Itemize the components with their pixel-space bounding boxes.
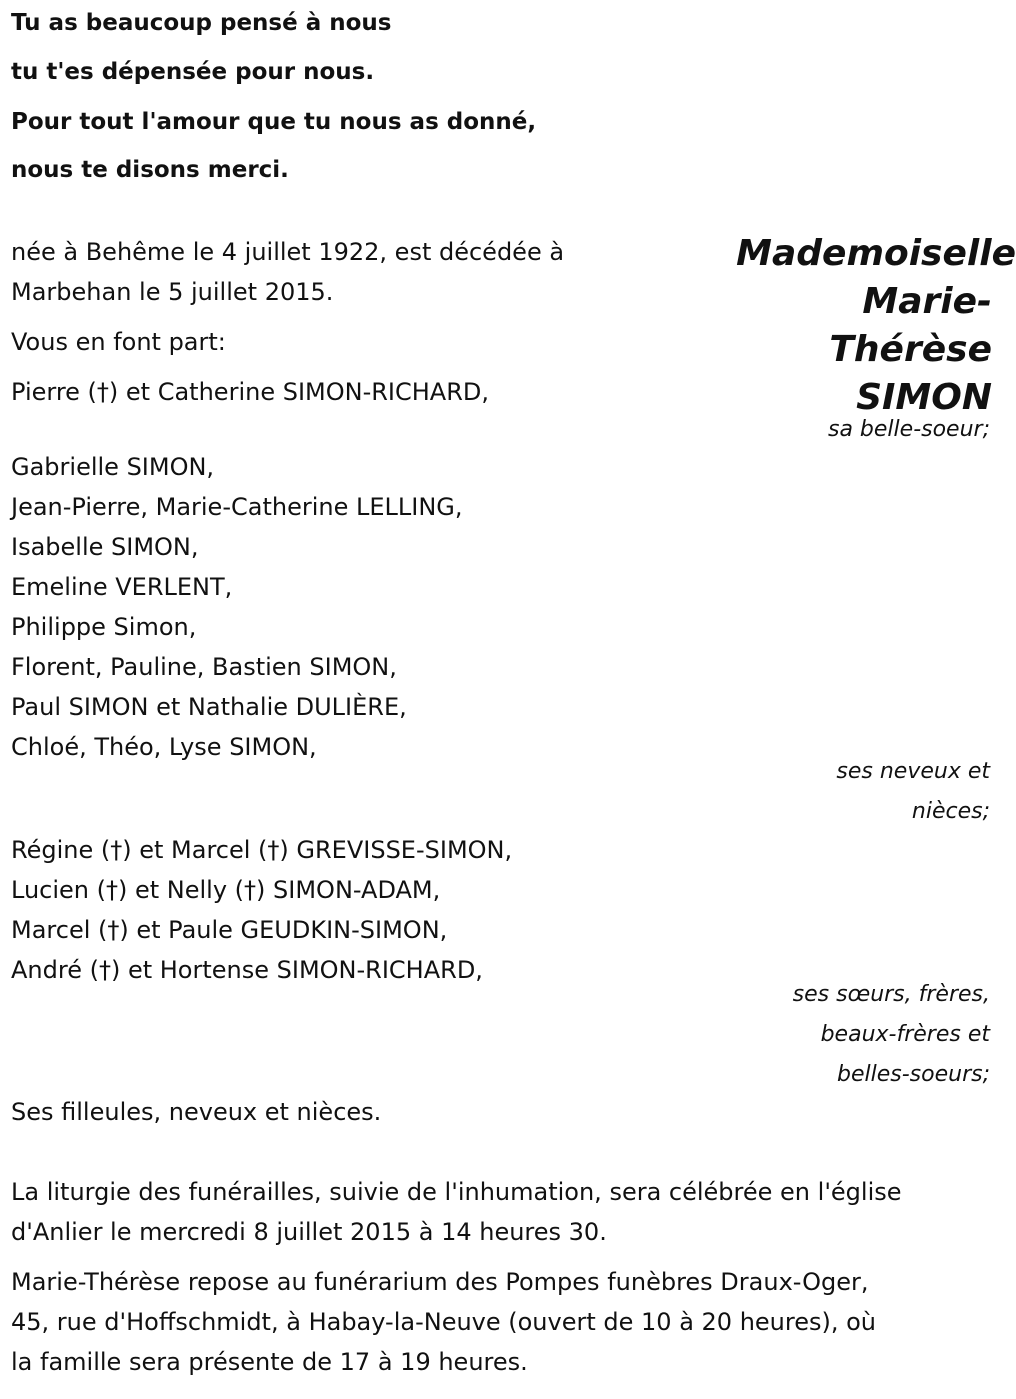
deceased-first-name-part1: Marie- [862,281,992,322]
family-member: Jean-Pierre, Marie-Catherine LELLING, [11,493,463,521]
family-member: Lucien (†) et Nelly (†) SIMON-ADAM, [11,876,441,904]
family-member: André (†) et Hortense SIMON-RICHARD, [11,956,483,984]
family-member: Marcel (†) et Paule GEUDKIN-SIMON, [11,916,448,944]
funeral-info-line: d'Anlier le mercredi 8 juillet 2015 à 14 heures 30. [11,1218,607,1246]
poem-line: Tu as beaucoup pensé à nous [11,10,392,36]
poem-line: nous te disons merci. [11,157,289,183]
visitation-info-line: 45, rue d'Hoffschmidt, à Habay-la-Neuve (ouvert de 10 à 20 heures), où [11,1308,877,1336]
relationship-label: nièces; [911,799,990,824]
deceased-title: Mademoiselle [736,233,1016,274]
family-member: Isabelle SIMON, [11,533,199,561]
poem-line: Pour tout l'amour que tu nous as donné, [11,109,537,135]
relationship-label: ses sœurs, frères, [792,982,990,1007]
announcement-line: Vous en font part: [11,328,226,356]
family-member: Régine (†) et Marcel (†) GREVISSE-SIMON, [11,836,513,864]
relationship-label: beaux-frères et [820,1022,990,1047]
family-member: Chloé, Théo, Lyse SIMON, [11,733,317,761]
deceased-surname: SIMON [856,377,992,418]
relationship-label: sa belle-soeur; [828,417,990,442]
family-member: Paul SIMON et Nathalie DULIÈRE, [11,693,407,721]
poem-line: tu t'es dépensée pour nous. [11,59,375,85]
visitation-info-line: la famille sera présente de 17 à 19 heures. [11,1348,528,1376]
relationship-label: belles-soeurs; [837,1062,990,1087]
birth-death-line: née à Behême le 4 juillet 1922, est décédée à [11,238,565,266]
funeral-info-line: La liturgie des funérailles, suivie de l'inhumation, sera célébrée en l'église [11,1178,902,1206]
family-member: Gabrielle SIMON, [11,453,215,481]
family-member: Emeline VERLENT, [11,573,233,601]
family-member: Pierre (†) et Catherine SIMON-RICHARD, [11,378,489,406]
visitation-info-line: Marie-Thérèse repose au funérarium des Pompes funèbres Draux-Oger, [11,1268,869,1296]
birth-death-line: Marbehan le 5 juillet 2015. [11,278,334,306]
deceased-first-name-part2: Thérèse [829,329,992,370]
relationship-label: ses neveux et [836,759,990,784]
family-member: Florent, Pauline, Bastien SIMON, [11,653,397,681]
godchildren-line: Ses filleules, neveux et nièces. [11,1098,382,1126]
family-member: Philippe Simon, [11,613,197,641]
